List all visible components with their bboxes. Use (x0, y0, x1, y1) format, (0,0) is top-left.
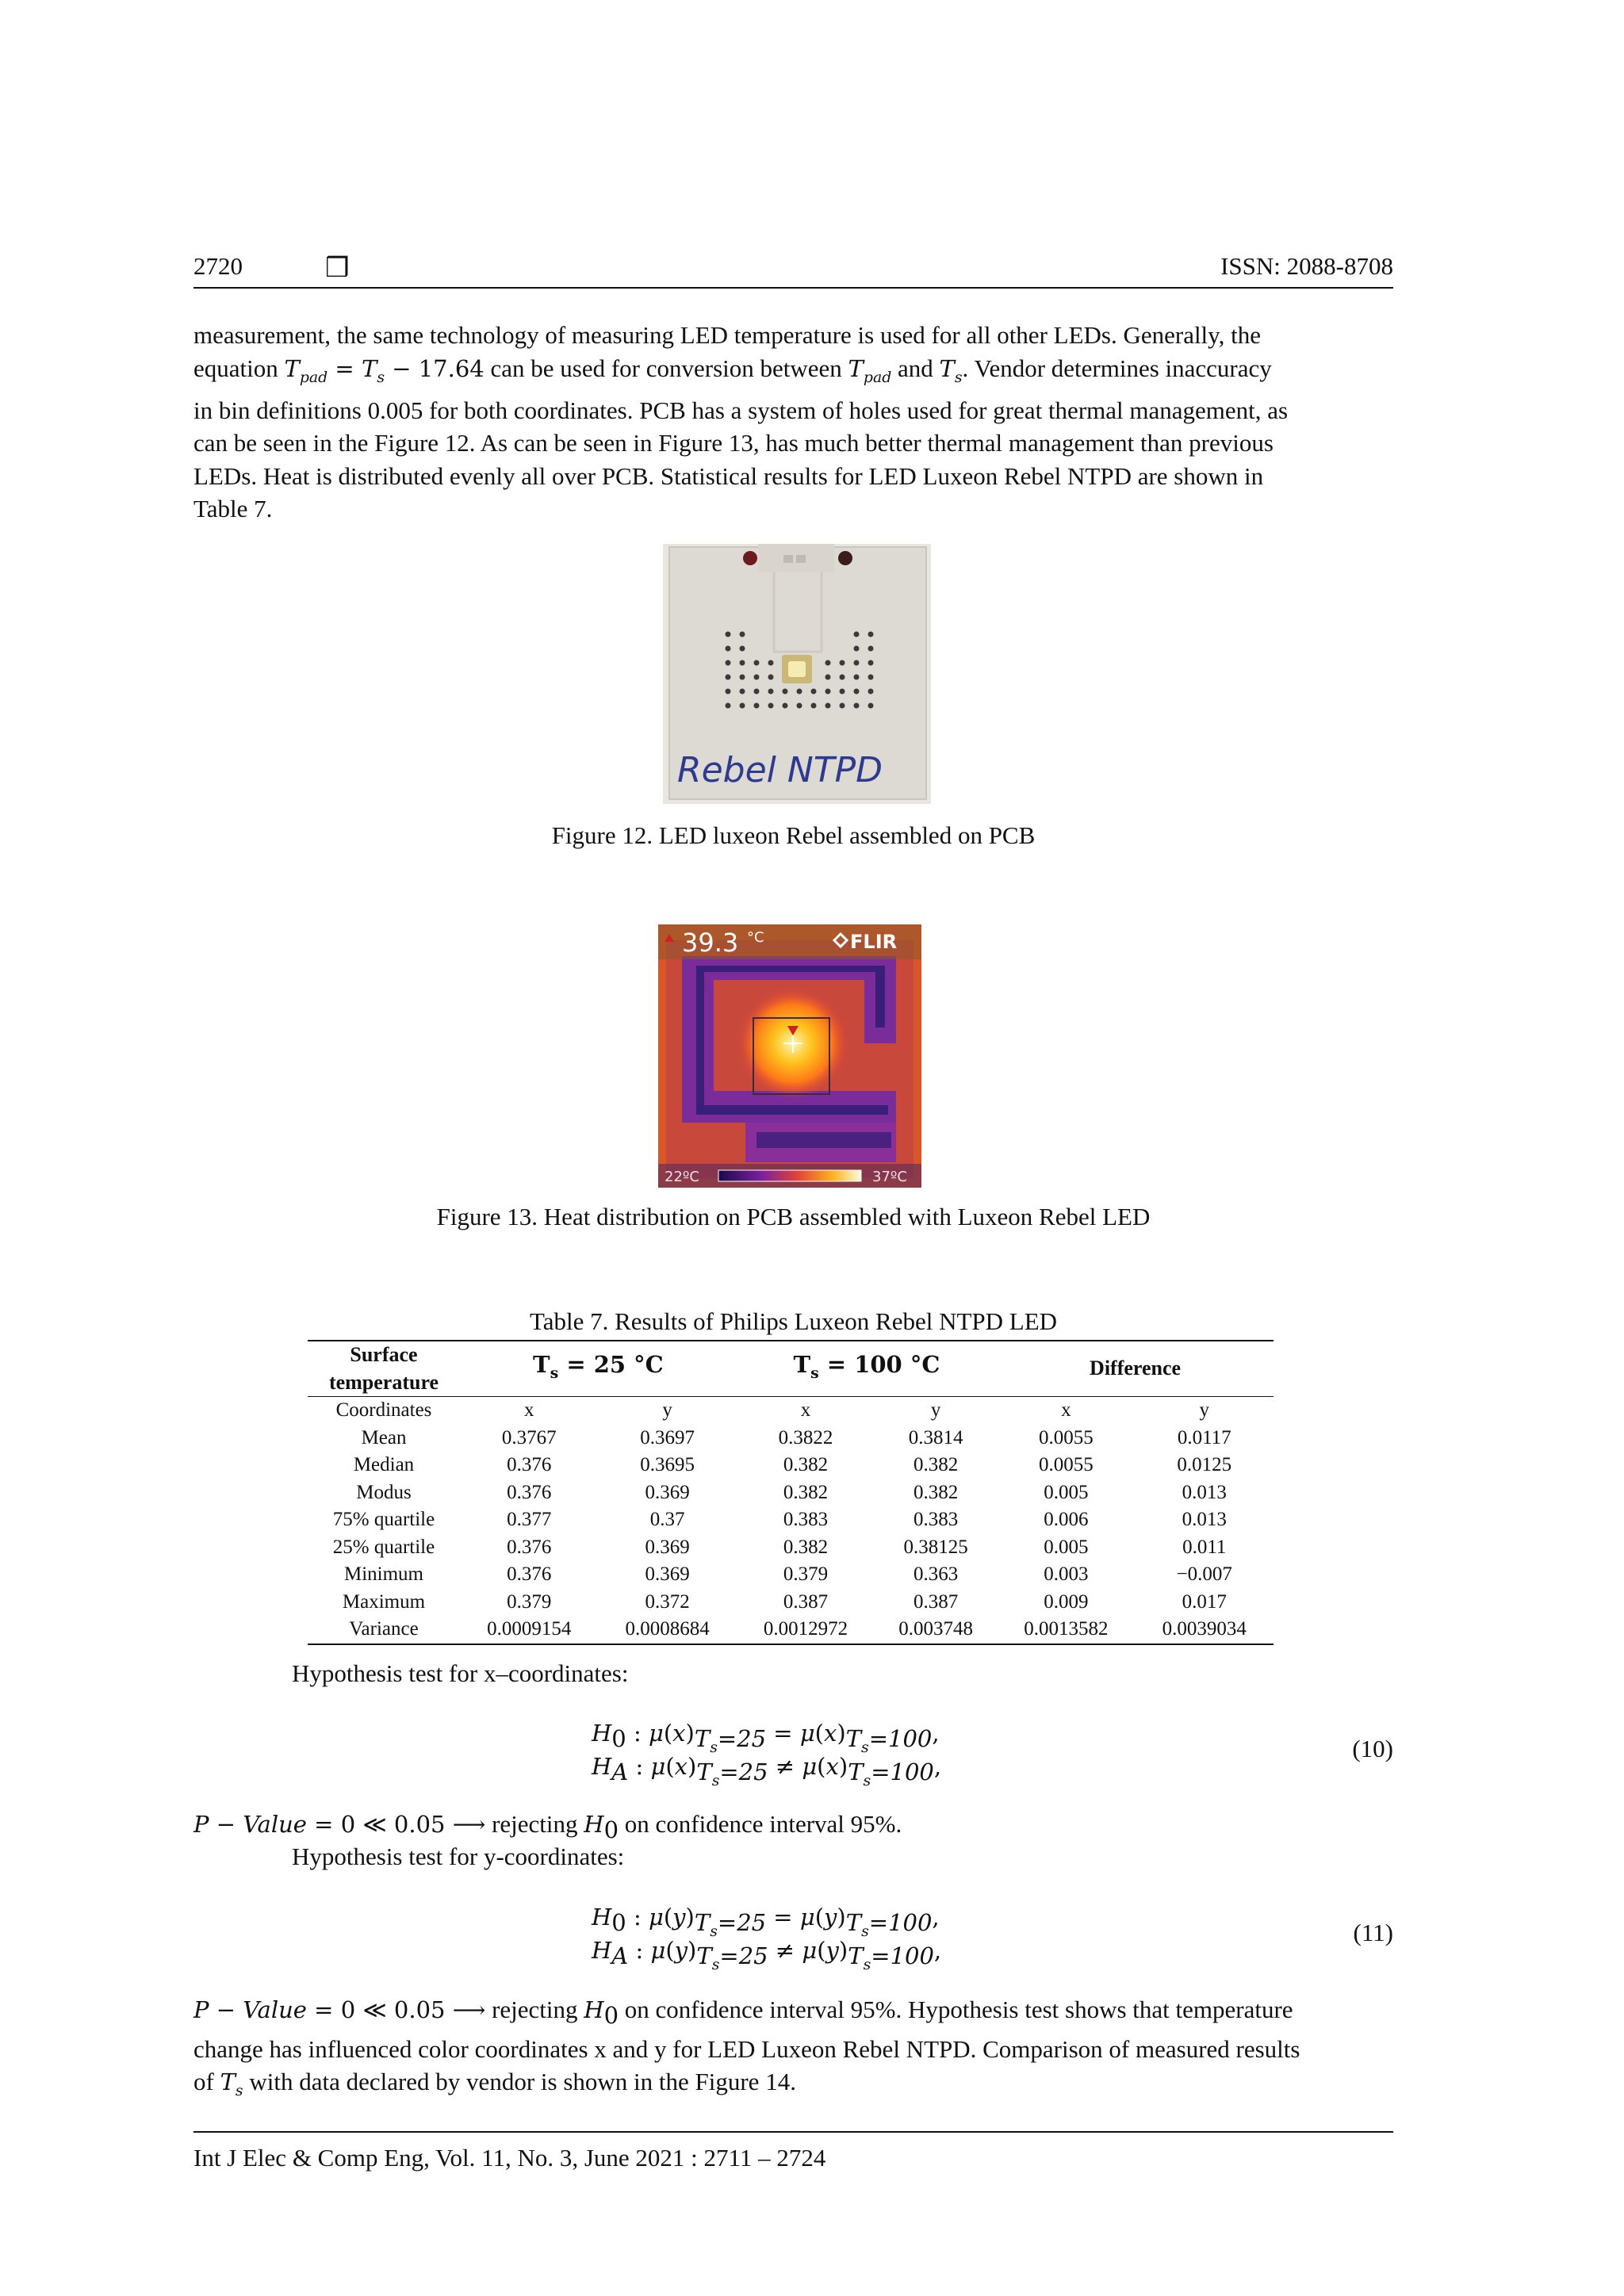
table-cell: 0.376 (507, 1563, 552, 1585)
scale-max: 37ºC (872, 1169, 907, 1185)
flir-logo: FLIR (850, 931, 898, 953)
figure-12-pcb-photo (663, 544, 931, 804)
header-rule (193, 287, 1393, 289)
row-label: Variance (308, 1616, 460, 1644)
table-row (308, 1589, 1274, 1617)
table-cell: 0.0117 (1177, 1426, 1231, 1448)
table-cell: 0.0039034 (1136, 1616, 1274, 1644)
table-cell: 0.006 (1044, 1509, 1089, 1530)
para-line-1: measurement, the same technology of measuring LED temperature is used for all other LEDs. Generally, the (193, 321, 1262, 349)
table-cell: 0.376 (507, 1536, 552, 1558)
table-cell: 0.376 (507, 1454, 552, 1475)
table-row (308, 1616, 1274, 1644)
table-cell: y (1199, 1399, 1209, 1421)
issn: ISSN: 2088-8708 (1220, 252, 1393, 280)
table-cell: 0.3697 (640, 1426, 695, 1448)
equation-10-number: (10) (1352, 1735, 1393, 1762)
table-row (308, 1452, 1274, 1479)
table-cell: 0.0125 (1177, 1454, 1232, 1475)
temperature-unit: °C (747, 929, 764, 946)
paragraph-bottom (193, 1993, 1393, 2107)
temperature-readout: 39.3 (682, 928, 739, 958)
table-cell: 0.013 (1182, 1509, 1227, 1530)
para-line-5: LEDs. Heat is distributed evenly all over PCB. Statistical results for LED Luxeon Rebel NTPD are shown in (193, 461, 1264, 490)
footer-citation: Int J Elec & Comp Eng, Vol. 11, No. 3, June 2021 : 2711 – 2724 (193, 2144, 826, 2172)
figure-13-caption: Figure 13. Heat distribution on PCB assembled with Luxeon Rebel LED (436, 1203, 1151, 1230)
table-cell: 0.009 (1044, 1590, 1089, 1613)
table-cell: 0.377 (507, 1509, 552, 1530)
table-cell: 0.003 (1044, 1563, 1089, 1585)
pvalue-x: P − Value = 0 ≪ 0.05 ⟶ rejecting $H_0$ on confidence interval 95%. (193, 1810, 902, 1844)
table-cell: 0.376 (507, 1481, 552, 1503)
table-cell: 0.005 (1044, 1536, 1089, 1558)
table-cell: 0.0013582 (997, 1616, 1135, 1644)
table-cell: 0.382 (783, 1454, 829, 1475)
table-cell: 0.0055 (1038, 1454, 1094, 1475)
table-cell: 0.383 (783, 1509, 829, 1530)
row-label: Maximum (342, 1590, 426, 1613)
table-cell: 0.013 (1182, 1481, 1227, 1503)
results-table (308, 1340, 1274, 1645)
table-cell: 0.37 (649, 1509, 685, 1530)
table-cell: 0.3767 (501, 1426, 557, 1448)
row-label: Modus (356, 1481, 412, 1503)
hypothesis-x-intro: Hypothesis test for x–coordinates: (292, 1659, 629, 1687)
row-label: Mean (361, 1426, 407, 1448)
para-bottom-line-2: change has influenced color coordinates x and y for LED Luxeon Rebel NTPD. Comparison of measured results (193, 2034, 1300, 2063)
row-label: 25% quartile (332, 1536, 435, 1558)
table-cell: 0.38125 (903, 1536, 968, 1558)
table-row (308, 1534, 1274, 1562)
table-cell: 0.387 (783, 1590, 829, 1613)
para-line-3: in bin definitions 0.005 for both coordinates. PCB has a system of holes used for great thermal management, as (193, 396, 1289, 424)
table-cell: 0.382 (783, 1536, 829, 1558)
footer-rule (193, 2131, 1393, 2133)
table-cell: 0.369 (645, 1563, 690, 1585)
table-cell: 0.0055 (1038, 1426, 1094, 1448)
table-cell: 0.383 (914, 1509, 959, 1530)
table-cell: 0.382 (914, 1481, 959, 1503)
table-cell: −0.007 (1176, 1563, 1232, 1585)
figure-12-caption: Figure 12. LED luxeon Rebel assembled on PCB (551, 821, 1036, 849)
equation-11-number: (11) (1353, 1919, 1393, 1946)
header-ts-25: $T_s = 25$ °C (460, 1341, 737, 1397)
scale-min: 22ºC (665, 1169, 699, 1185)
hypothesis-y-intro: Hypothesis test for y-coordinates: (292, 1843, 625, 1870)
para-line-6: Table 7. (193, 495, 273, 523)
table-cell: 0.387 (914, 1590, 959, 1613)
header-surface-temperature: Surface temperature (308, 1341, 460, 1397)
equation-11-h0: $H_0$ : $\mu(y)_{T_s=25} = \mu(y)_{T_s=100}$, (592, 1904, 940, 1940)
table-cell: 0.372 (645, 1590, 690, 1613)
table-cell: x (1061, 1399, 1071, 1421)
row-label: 75% quartile (332, 1509, 435, 1530)
header-difference: Difference (997, 1341, 1274, 1397)
figure-13-thermal-image (658, 924, 921, 1188)
header-ts-100: $T_s = 100$ °C (737, 1341, 997, 1397)
table-cell: 0.0008684 (598, 1616, 736, 1644)
table-row (308, 1561, 1274, 1589)
handwriting-label: Rebel NTPD (677, 750, 883, 790)
table-cell: 0.382 (914, 1454, 959, 1475)
para-bottom-line-3: of $T_s$ with data declared by vendor is shown in the Figure 14. (193, 2068, 796, 2099)
pvalue-y: P − Value = 0 ≪ 0.05 ⟶ rejecting $H_0$ on confidence interval 95%. Hypothesis test shows that temperature (193, 1996, 1293, 2030)
table-row (308, 1506, 1274, 1534)
table-cell: 0.005 (1044, 1481, 1089, 1503)
table-body (308, 1397, 1274, 1644)
table-row (308, 1425, 1274, 1452)
equation-10-ha: $H_A$ : $\mu(x)_{T_s=25} \ne \mu(x)_{T_s=100}$, (592, 1753, 942, 1789)
paragraph-top (193, 319, 1393, 526)
para-line-2: equation $T_{pad} = T_s - 17.64$ can be used for conversion between $T_{pad}$ and $T_s$. Vendor determines inaccuracy (193, 354, 1272, 386)
table-cell: 0.011 (1182, 1536, 1227, 1558)
table-cell: x (800, 1399, 811, 1421)
equation-10-h0: $H_0$ : $\mu(x)_{T_s=25} = \mu(x)_{T_s=100}$, (592, 1720, 940, 1756)
page-number: 2720 (193, 252, 243, 280)
table-cell: 0.369 (645, 1536, 690, 1558)
table-row (308, 1479, 1274, 1507)
para-line-4: can be seen in the Figure 12. As can be seen in Figure 13, has much better thermal management than previous (193, 429, 1274, 457)
row-label: Minimum (343, 1563, 423, 1585)
row-label: Median (353, 1454, 415, 1475)
table-cell: 0.003748 (875, 1616, 997, 1644)
table-7-caption: Table 7. Results of Philips Luxeon Rebel NTPD LED (529, 1307, 1058, 1335)
row-label: Coordinates (335, 1399, 432, 1421)
table-cell: 0.3814 (908, 1426, 963, 1448)
table-cell: 0.382 (783, 1481, 829, 1503)
table-cell: y (662, 1399, 672, 1421)
table-cell: x (523, 1399, 534, 1421)
table-cell: 0.017 (1182, 1590, 1227, 1613)
table-cell: 0.379 (783, 1563, 829, 1585)
equation-11-ha: $H_A$ : $\mu(y)_{T_s=25} \ne \mu(y)_{T_s=100}$, (592, 1937, 942, 1973)
table-cell: 0.0009154 (460, 1616, 598, 1644)
table-cell: 0.363 (914, 1563, 959, 1585)
table-cell: y (930, 1399, 941, 1421)
box-symbol: ❒ (325, 254, 350, 283)
table-cell: 0.369 (645, 1481, 690, 1503)
table-row (308, 1397, 1274, 1425)
table-cell: 0.0012972 (737, 1616, 875, 1644)
table-cell: 0.3695 (640, 1454, 695, 1475)
table-cell: 0.3822 (778, 1426, 833, 1448)
table-cell: 0.379 (507, 1590, 552, 1613)
